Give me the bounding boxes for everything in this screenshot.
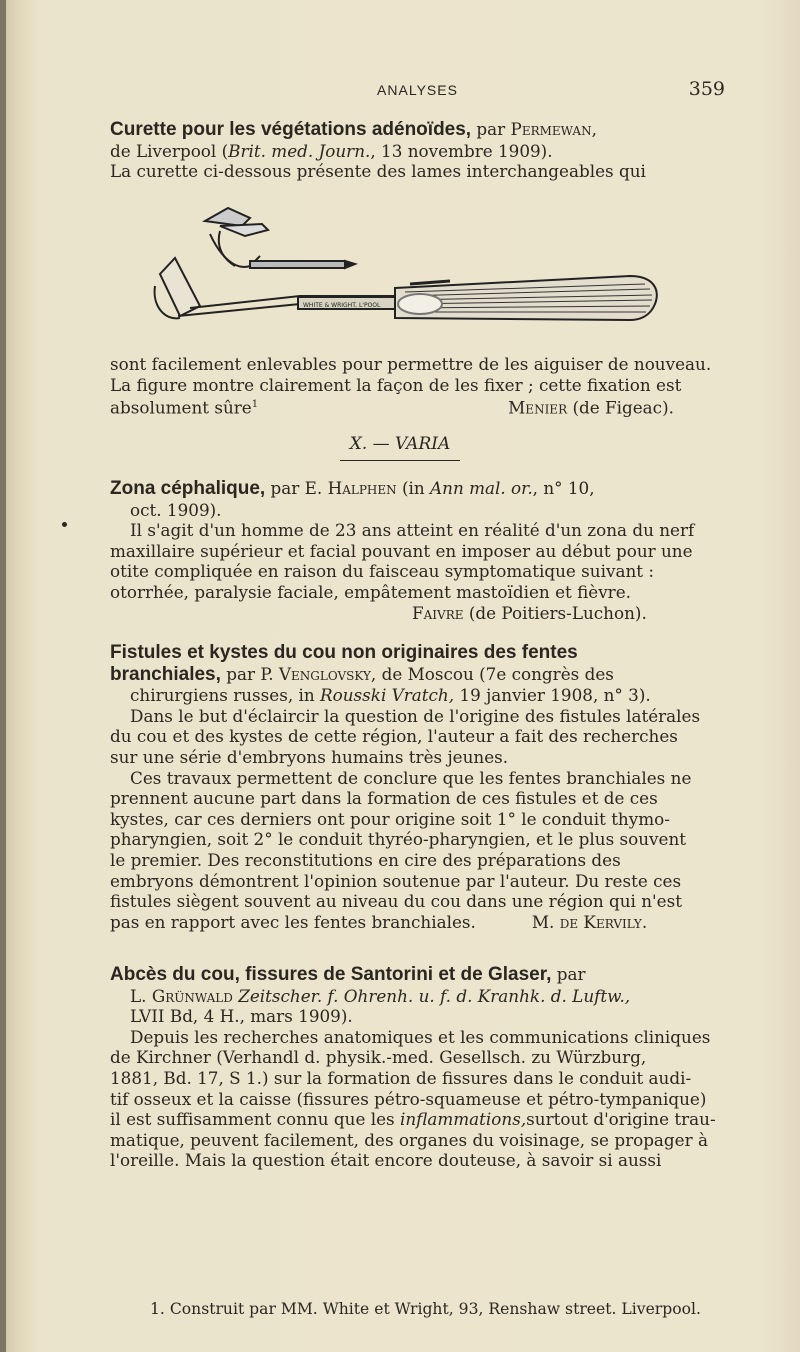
author-name: Venglovsky,	[278, 663, 377, 684]
journal-name: Rousski Vratch,	[320, 685, 455, 706]
article-title: Abcès du cou, fissures de Santorini et de Glaser,	[110, 964, 552, 985]
article-zona: Zona céphalique, par E. Halphen (in Ann mal. or., n° 10, oct. 1909). Il s'agit d'un homme de 23 ans atteint en réalité d'un zona du nerf maxillaire supérieur et facial pouvant en imposer au début pour une otite compliquée en raison du faisceau symptomatique suivant : otorrhée, paralysie faciale, empâtement mastoïdien et fièvre. Faivre (de Poitiers-Luchon).	[110, 478, 695, 623]
author-name: Permewan,	[510, 119, 597, 139]
blade-piece	[205, 208, 355, 268]
author-name: Halphen	[327, 478, 397, 498]
article-abces: Abcès du cou, fissures de Santorini et de Glaser, par L. Grünwald Zeitscher. f. Ohrenh. u. f. d. Kranhk. d. Luftw., LVII Bd, 4 H., mars 1909). Depuis les recherches anatomiques et les communications cliniques de Kirchner (Verhandl d. physik.-med. Gesellsch. zu Würzburg, 1881, Bd. 17, S 1.) sur la formation de fissures dans le conduit audi- tif osseux et la caisse (fissures pétro-squameuse et pétro-tympanique) il est suffisamment connu que les inflammations,surtout d'origine trau- matique, peuvent facilement, des organes du voisinage, se propager à l'oreille. Mais la question était encore douteuse, à savoir si aussi	[110, 964, 716, 1171]
journal-name: Ann mal. or.	[430, 478, 533, 498]
section-heading: X. — VARIA	[349, 434, 451, 454]
section-rule	[340, 460, 460, 461]
curette-illustration	[150, 196, 670, 341]
article-title: Curette pour les végétations adénoïdes,	[110, 119, 472, 140]
article-title: Fistules et kystes du cou non originaires des fentes	[110, 642, 578, 663]
footnote-ref: 1	[251, 399, 259, 411]
maker-stamp: WHITE & WRIGHT. L'POOL	[303, 302, 381, 309]
running-header	[110, 78, 725, 106]
curette-main	[155, 258, 657, 320]
signature-name: Menier	[508, 397, 568, 418]
journal-name: Brit. med. Journ.	[228, 140, 371, 161]
journal-name: Zeitscher. f. Ohrenh. u. f. d. Kranhk. d. Luftw.,	[232, 985, 631, 1006]
margin-speck	[62, 522, 67, 527]
author-name: Grünwald	[151, 985, 233, 1006]
article-title: Zona céphalique,	[110, 478, 266, 499]
signature-name: Faivre	[412, 602, 464, 623]
signature-name: M. de Kervily.	[531, 911, 648, 932]
article-curette-intro: Curette pour les végétations adénoïdes, par Permewan, de Liverpool (Brit. med. Journ., 13 novembre 1909). La curette ci-dessous présente des lames interchangeables qui	[110, 119, 646, 182]
binding-edge	[0, 0, 6, 1352]
article-fistules: Fistules et kystes du cou non originaires des fentes branchiales, par P. Venglovsky, de Moscou (7e congrès des chirurgiens russes, in Rousski Vratch, 19 janvier 1908, n° 3). Dans le but d'éclaircir la question de l'origine des fistules latérales du cou et des kystes de cette région, l'auteur a fait des recherches sur une série d'embryons humains très jeunes. Ces travaux permettent de conclure que les fentes branchiales ne prennent aucune part dans la formation de ces fistules et de ces kystes, car ces derniers ont pour origine soit 1° le conduit thymo- pharyngien, soit 2° le conduit thyréo-pharyngien, et le plus souvent le premier. Des reconstitutions en cire des préparations des embryons démontrent l'opinion soutenue par l'auteur. Du reste ces fistules siègent souvent au niveau du cou dans une région qui n'est pas en rapport avec les fentes branchiales. M. de Kervily.	[110, 642, 701, 932]
running-title: ANALYSES	[377, 82, 458, 98]
page-number: 359	[688, 78, 725, 100]
article-curette-body: sont facilement enlevables pour permettre de les aiguiser de nouveau. La figure montre clairement la façon de les fixer ; cette fixation est absolument sûre$^1$ Menier (de Figeac).	[110, 354, 712, 418]
footnote: 1. Construit par MM. White et Wright, 93, Renshaw street. Liverpool.	[150, 1300, 701, 1318]
